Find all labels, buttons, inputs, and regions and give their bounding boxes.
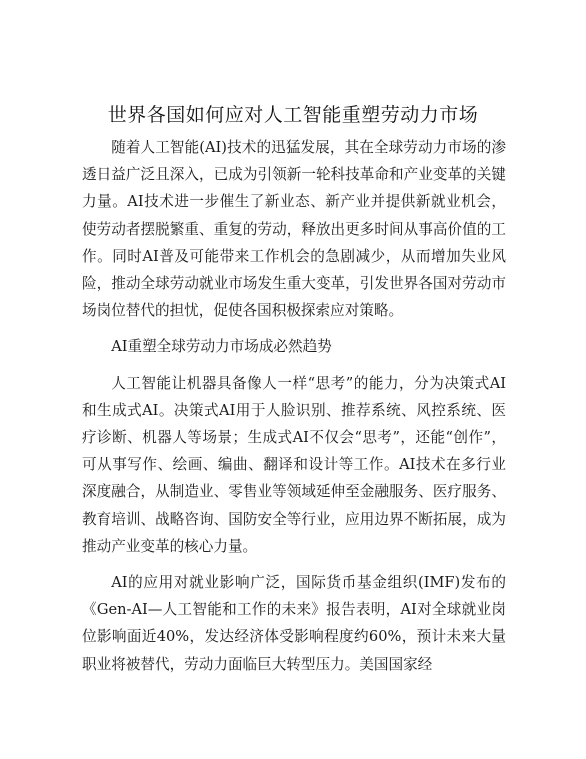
section-paragraph-2: AI的应用对就业影响广泛，国际货币基金组织(IMF)发布的《Gen-AI—人工智能和工作的未来》报告表明，AI对全球就业岗位影响面近40%，发达经济体受影响程度约60%，预计未来大量职业将被替代，劳动力面临巨大转型压力。美国国家经 [82,574,506,673]
document-body [82,134,506,687]
document-title: 世界各国如何应对人工智能重塑劳动力市场 [107,104,479,126]
intro-paragraph: 随着人工智能(AI)技术的迅猛发展，其在全球劳动力市场的渗透日益广泛且深入，已成为引领新一轮科技革命和产业变革的关键力量。AI技术进一步催生了新业态、新产业并提供新就业机会，使劳动者摆脱繁重、重复的劳动，释放出更多时间从事高价值的工作。同时AI普及可能带来工作机会的急剧减少，从而增加失业风险，推动全球劳动就业市场发生重大变革，引发世界各国对劳动市场岗位替代的担忧，促使各国积极探索应对策略。 [82,139,506,320]
section-paragraph-1: 人工智能让机器具备像人一样“思考”的能力，分为决策式AI和生成式AI。决策式AI用于人脸识别、推荐系统、风控系统、医疗诊断、机器人等场景；生成式AI不仅会“思考”，还能“创作”，可从事写作、绘画、编曲、翻译和设计等工作。AI技术在多行业深度融合，从制造业、零售业等领域延伸至金融服务、医疗服务、教育培训、战略咨询、国防安全等行业，应用边界不断拓展，成为推动产业变革的核心力量。 [82,374,506,555]
section-heading: AI重塑全球劳动力市场成必然趋势 [111,338,332,356]
